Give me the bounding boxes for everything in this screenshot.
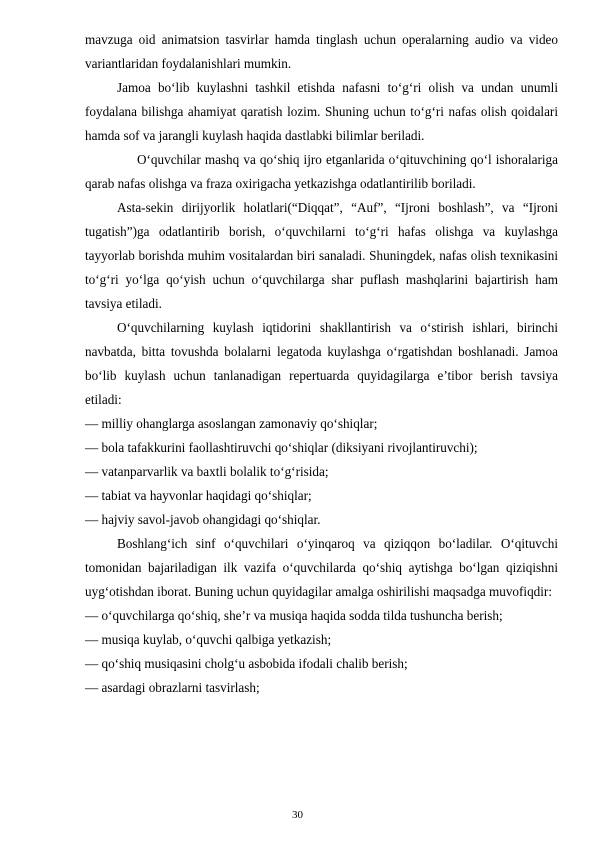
list-item: — hajviy savol-javob ohangidagi qo‘shiqlar. [85, 512, 321, 527]
paragraph-1: mavzuga oid animatsion tasvirlar hamda tinglash uchun operalarning audio va video variantlaridan foydalanishlari mumkin. [85, 32, 558, 71]
list-item: — tabiat va hayvonlar haqidagi qo‘shiqlar; [85, 488, 312, 503]
paragraph-4: Asta-sekin dirijyorlik holatlari(“Diqqat”, “Auf”, “Ijroni boshlash”, va “Ijroni tugatish”)ga odatlantirib borish, o‘quvchilarni to‘g‘ri hafas olishga va kuylashga tayyorlab borishda muhim vositalardan biri sanaladi. Shuningdek, nafas olish texnikasini to‘g‘ri yo‘lga qo‘yish uchun o‘quvchilarga shar puflash mashqlarini bajartirish ham tavsiya etiladi. [85, 200, 558, 311]
list-item: — vatanparvarlik va baxtli bolalik to‘g‘risida; [85, 464, 329, 479]
document-page [85, 28, 558, 700]
list-item: — musiqa kuylab, o‘quvchi qalbiga yetkazish; [85, 632, 332, 647]
repertoire-list [85, 412, 558, 532]
paragraph-5: O‘quvchilarning kuylash iqtidorini shakllantirish va o‘stirish ishlari, birinchi navbatda, bitta tovushda bolalarni legatoda kuylashga o‘rgatishdan boshlanadi. Jamoa bo‘lib kuylash uchun tanlanadigan repertuarda quyidagilarga e’tibor berish tavsiya etiladi: [85, 320, 558, 407]
paragraph-6: Boshlang‘ich sinf o‘quvchilari o‘yinqaroq va qiziqqon bo‘ladilar. O‘qituvchi tomonidan bajariladigan ilk vazifa o‘quvchilarda qo‘shiq aytishga bo‘lgan qiziqishni uyg‘otishdan iborat. Buning uchun quyidagilar amalga oshirilishi maqsadga muvofiqdir: [85, 536, 558, 599]
page-number: 30 [292, 809, 303, 821]
measures-list [85, 604, 558, 700]
paragraph-2: Jamoa bo‘lib kuylashni tashkil etishda nafasni to‘g‘ri olish va undan unumli foydalana bilishga ahamiyat qaratish lozim. Shuning uchun to‘g‘ri nafas olish qoidalari hamda sof va jarangli kuylash haqida dastlabki bilimlar beriladi. [85, 80, 558, 143]
list-item: — qo‘shiq musiqasini cholg‘u asbobida ifodali chalib berish; [85, 656, 408, 671]
list-item: — bola tafakkurini faollashtiruvchi qo‘shiqlar (diksiyani rivojlantiruvchi); [85, 440, 478, 455]
paragraph-3: O‘quvchilar mashq va qo‘shiq ijro etganlarida o‘qituvchining qo‘l ishoralariga qarab nafas olishga va fraza oxirigacha yetkazishga odatlantirilib boriladi. [85, 152, 558, 191]
list-item: — o‘quvchilarga qo‘shiq, she’r va musiqa haqida sodda tilda tushuncha berish; [85, 608, 503, 623]
list-item: — asardagi obrazlarni tasvirlash; [85, 680, 260, 695]
list-item: — milliy ohanglarga asoslangan zamonaviy qo‘shiqlar; [85, 416, 378, 431]
